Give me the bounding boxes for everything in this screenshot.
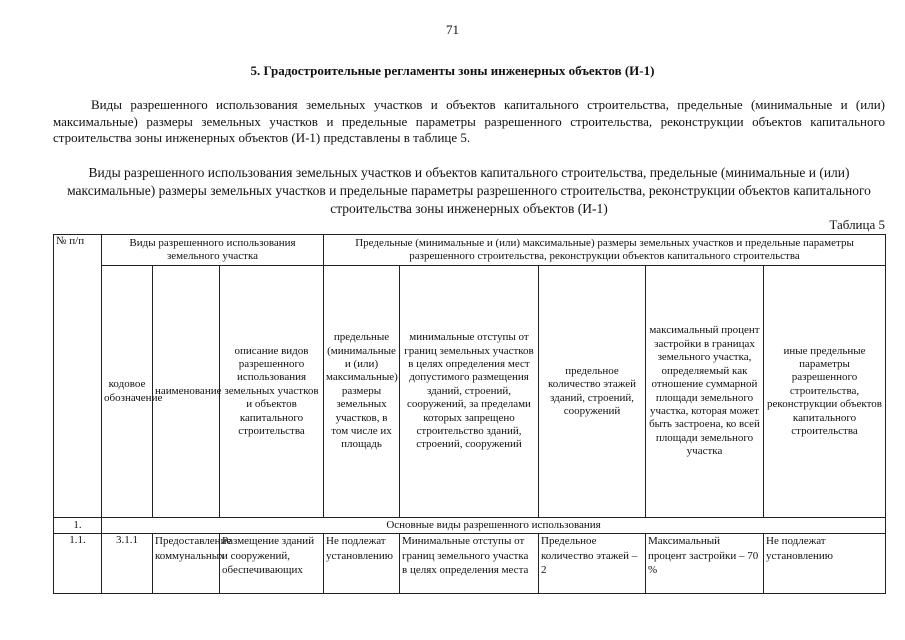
page-number: 71 xyxy=(446,22,459,37)
row-number: 1.1. xyxy=(54,534,102,594)
column-header-description: описание видов разрешенного использования земельных участков и объектов капитального строительства xyxy=(220,266,324,518)
column-header-floors: предельное количество этажей зданий, строений, сооружений xyxy=(539,266,646,518)
row-setbacks: Минимальные отступы от границ земельного участка в целях определения места xyxy=(400,534,539,594)
intro-paragraph: Виды разрешенного использования земельных участков и объектов капитального строительства, предельные (минимальные и (или) максимальные) размеры земельных участков и предельные параметры разрешенного строительства, реконструкции объектов капитального строительства зоны инженерных объектов (И-1) представлены в таблице 5. xyxy=(53,97,885,145)
column-header-other: иные предельные параметры разрешенного строительства, реконструкции объектов капитального строительства xyxy=(764,266,886,518)
regulations-table xyxy=(53,234,886,594)
row-name: Предоставление коммунальных xyxy=(153,534,220,594)
column-header-coverage: максимальный процент застройки в границах земельного участка, определяемый как отношение суммарной площади земельного участка, которая может быть застроена, ко всей площади земельного участка xyxy=(646,266,764,518)
column-header-plot-size: предельные (минимальные и (или) максимальные) размеры земельных участков, в том числе их площадь xyxy=(324,266,400,518)
row-other: Не подлежат установлению xyxy=(764,534,886,594)
row-description: Размещение зданий и сооружений, обеспечивающих xyxy=(220,534,324,594)
row-coverage: Максимальный процент застройки – 70 % xyxy=(646,534,764,594)
column-header-name: наименование xyxy=(153,266,220,518)
section-title: 5. Градостроительные регламенты зоны инженерных объектов (И-1) xyxy=(250,63,655,78)
column-header-setbacks: минимальные отступы от границ земельных участков в целях определения мест допустимого размещения зданий, строений, сооружений, за пределами которых запрещено строительство зданий, строений, сооружений xyxy=(400,266,539,518)
column-header-code: кодовое обозначение xyxy=(102,266,153,518)
header-group-right: Предельные (минимальные и (или) максимальные) размеры земельных участков и предельные параметры разрешенного строительства, реконструкции объектов капитального строительства xyxy=(324,235,886,266)
header-npp: № п/п xyxy=(54,235,102,518)
row-code: 3.1.1 xyxy=(102,534,153,594)
row-plot-size: Не подлежат установлению xyxy=(324,534,400,594)
row-floors: Предельное количество этажей – 2 xyxy=(539,534,646,594)
section-row-label: Основные виды разрешенного использования xyxy=(102,518,886,534)
table-number: Таблица 5 xyxy=(829,217,885,232)
table-caption: Виды разрешенного использования земельных участков и объектов капитального строительства, предельные (минимальные и (или) максимальные) размеры земельных участков и предельные параметры разрешенного строительства, реконструкции объектов капитального строительства зоны инженерных объектов (И-1) xyxy=(67,165,871,216)
table-row xyxy=(54,534,886,594)
header-group-left: Виды разрешенного использования земельного участка xyxy=(102,235,324,266)
section-row-number: 1. xyxy=(54,518,102,534)
